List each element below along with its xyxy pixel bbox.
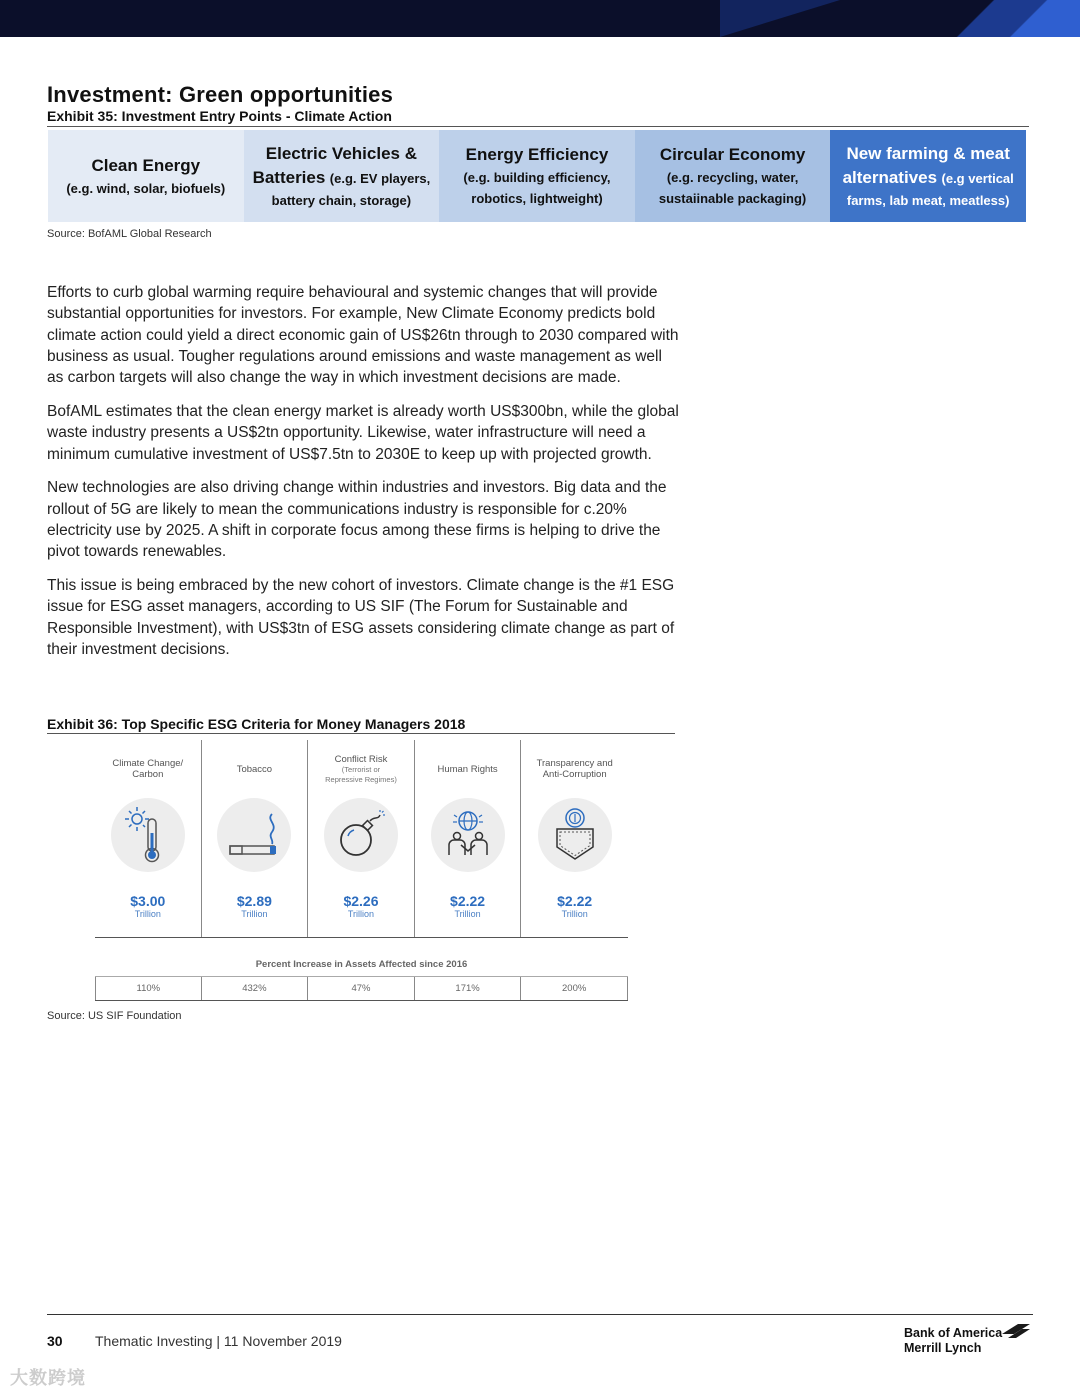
esg-col-climate: Climate Change/ Carbon $3.00 Trillion (95, 740, 202, 937)
paragraph: New technologies are also driving change within industries and investors. Big data and the rollout of 5G are likely to mean the communications industry is responsible for c.20% electricity use by 2025. A shift in corporate focus among these firms is helping to drive the pivot towards renewables. (47, 479, 667, 561)
pct-cell: 432% (202, 977, 309, 1000)
top-banner (0, 0, 1080, 37)
page-number: 30 (47, 1333, 63, 1349)
exhibit-35-title: Exhibit 35: Investment Entry Points - Climate Action (47, 108, 392, 124)
footer-text: Thematic Investing | 11 November 2019 (95, 1333, 342, 1349)
exhibit-36-source: Source: US SIF Foundation (47, 1010, 182, 1022)
pct-cell: 171% (415, 977, 522, 1000)
esg-criteria-table (95, 740, 628, 1001)
entry-new-farming: New farming & meat alternatives (e.g vertical farms, lab meat, meatless) (830, 130, 1026, 222)
thermometer-sun-icon (111, 798, 185, 872)
cigarette-icon (217, 798, 291, 872)
bank-flag-icon (1000, 1322, 1032, 1345)
entry-circular-economy: Circular Economy (e.g. recycling, water, sustaiinable packaging) (635, 130, 831, 222)
globe-people-icon (431, 798, 505, 872)
esg-col-human-rights: Human Rights $2.22 Trillion (415, 740, 522, 937)
percent-increase-title: Percent Increase in Assets Affected since 2016 (95, 938, 628, 977)
esg-col-conflict: Conflict Risk (Terrorist or Repressive Regimes) $2.26 Trillion (308, 740, 415, 937)
paragraph: Efforts to curb global warming require behavioural and systemic changes that will provide substantial opportunities for investors. For example, New Climate Economy predicts bold climate action could yield a direct economic gain of US$26tn through to 2030 compared with business as usual. Tougher regulations around emissions and waste management as well as carbon targets will also change the way in which investment decisions are made. (47, 284, 679, 387)
footer-rule (47, 1314, 1033, 1315)
body-text (47, 282, 679, 673)
pct-cell: 47% (308, 977, 415, 1000)
bank-logo: Bank of America Merrill Lynch (904, 1326, 1003, 1355)
money-pocket-icon (538, 798, 612, 872)
page-heading: Investment: Green opportunities (47, 82, 394, 107)
exhibit-35-source: Source: BofAML Global Research (47, 228, 212, 240)
entry-points-row (48, 130, 1026, 222)
pct-cell: 200% (521, 977, 628, 1000)
watermark: 大数跨境 (10, 1368, 86, 1388)
esg-col-transparency: Transparency and Anti-Corruption $2.22 Trillion (536, 758, 613, 919)
pct-cell: 110% (95, 977, 202, 1000)
paragraph: This issue is being embraced by the new cohort of investors. Climate change is the #1 ESG issue for ESG asset managers, according to US SIF (The Forum for Sustainable and Responsible Investment), with US$3tn of ESG assets considering climate change as part of their investment decisions. (47, 577, 675, 658)
esg-col-tobacco: Tobacco $2.89 Trillion (202, 740, 309, 937)
paragraph: BofAML estimates that the clean energy market is already worth US$300bn, while the global waste industry presents a US$2tn opportunity. Likewise, water infrastructure will need a minimum cumulative investment of US$7.5tn to 2030E to keep up with projected growth. (47, 402, 679, 463)
entry-clean-energy: Clean Energy (e.g. wind, solar, biofuels) (48, 130, 244, 222)
percent-increase-row (95, 977, 628, 1001)
entry-electric-vehicles: Electric Vehicles & Batteries (e.g. EV players, battery chain, storage) (244, 130, 440, 222)
entry-energy-efficiency: Energy Efficiency (e.g. building efficiency, robotics, lightweight) (439, 130, 635, 222)
exhibit-36-title: Exhibit 36: Top Specific ESG Criteria for Money Managers 2018 (47, 716, 466, 732)
bomb-icon (324, 798, 398, 872)
